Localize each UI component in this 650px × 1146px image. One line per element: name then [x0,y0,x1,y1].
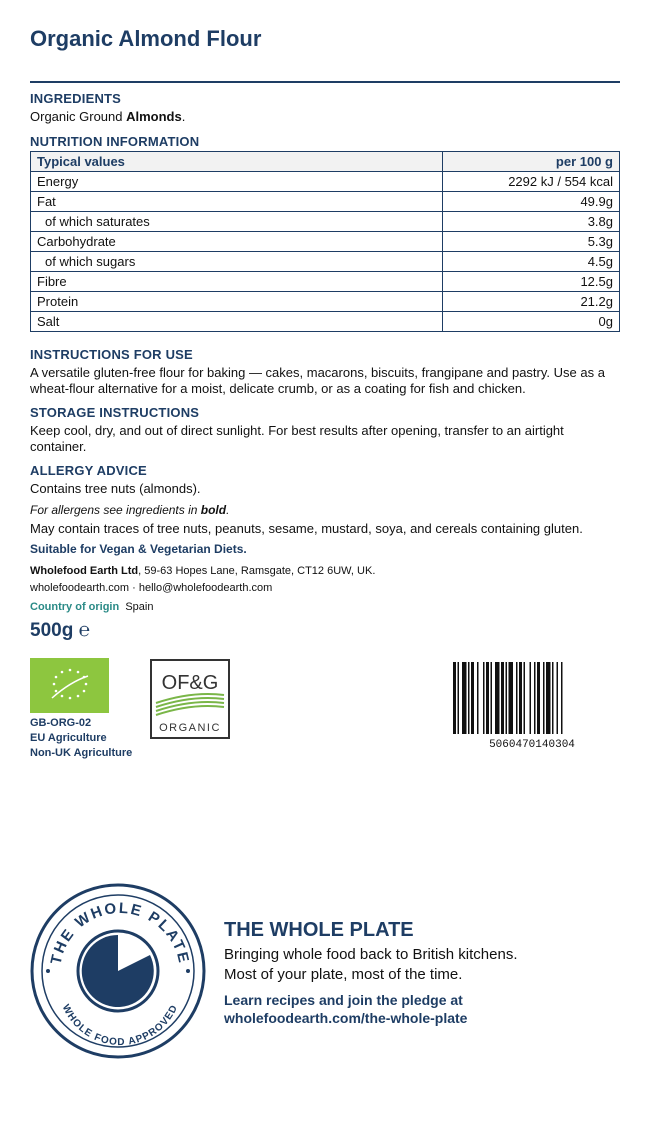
nutrient-label: Energy [31,172,443,192]
nutrient-label: Fat [31,192,443,212]
table-row [31,312,620,332]
barcode-bars [453,662,563,734]
nutrient-value: 5.3g [443,232,620,252]
may-contain-text: May contain traces of tree nuts, peanuts, sesame, mustard, soya, and cereals containing gluten. [30,521,583,536]
whole-plate-line-2: Most of your plate, most of the time. [224,966,463,983]
net-weight: 500g ℮ [30,620,90,641]
table-row [31,272,620,292]
ofg-organic-logo [150,659,230,739]
ofg-logo-top: OF&G [161,672,219,694]
organic-control-code: GB-ORG-02 [30,717,92,729]
table-row [31,292,620,312]
nutrient-value: 21.2g [443,292,620,312]
badge-top-text: THE WHOLE PLATE [47,899,193,967]
nutrition-header-row [31,152,620,172]
eu-organic-text [30,716,132,761]
whole-plate-title: THE WHOLE PLATE [224,919,414,941]
table-row [31,192,620,212]
nutrient-value: 12.5g [443,272,620,292]
plate-pie-icon [78,931,158,1011]
table-row [31,172,620,192]
whole-plate-link-line-2[interactable]: wholefoodearth.com/the-whole-plate [224,1010,468,1026]
barcode [450,660,620,760]
nutrition-heading: NUTRITION INFORMATION [30,134,200,149]
instructions-heading: INSTRUCTIONS FOR USE [30,347,193,362]
badge-bottom-text: WHOLE FOOD APPROVED [59,1002,181,1049]
nutrient-label: Protein [31,292,443,312]
storage-text: Keep cool, dry, and out of direct sunlight. For best results after opening, transfer to an airtight container. [30,423,564,454]
non-uk-agriculture-label: Non-UK Agriculture [30,747,133,759]
nutrient-label: Fibre [31,272,443,292]
company-contact: wholefoodearth.com · hello@wholefoodearth.com [30,582,273,594]
eu-agriculture-label: EU Agriculture [30,732,107,744]
instructions-text: A versatile gluten-free flour for baking — cakes, macarons, biscuits, frangipane and pastry. Use as a wheat-flour alternative for a moist, delicate crumb, or as a coating for fish and chicken. [30,365,605,396]
nutrient-value: 4.5g [443,252,620,272]
allergy-contains: Contains tree nuts (almonds). [30,481,201,496]
nutrient-value: 2292 kJ / 554 kcal [443,172,620,192]
whole-plate-link[interactable] [224,991,467,1027]
product-title: Organic Almond Flour [30,26,262,51]
header-per-100g: per 100 g [443,152,620,172]
nutrient-value: 49.9g [443,192,620,212]
barcode-number: 5060470140304 [489,739,575,751]
nutrient-label: Carbohydrate [31,232,443,252]
ingredients-text: Organic Ground Almonds. [30,109,186,124]
table-row [31,212,620,232]
nutrient-label: Salt [31,312,443,332]
table-row [31,252,620,272]
nutrient-label: of which sugars [31,252,443,272]
nutrient-value: 3.8g [443,212,620,232]
table-row [31,232,620,252]
ofg-logo-bottom: ORGANIC [159,722,221,734]
eu-organic-leaf-icon [30,658,109,713]
ingredients-heading: INGREDIENTS [30,91,122,106]
company-address: Wholefood Earth Ltd, 59-63 Hopes Lane, Ramsgate, CT12 6UW, UK. [30,565,376,577]
nutrient-label: of which saturates [31,212,443,232]
storage-heading: STORAGE INSTRUCTIONS [30,405,200,420]
header-typical-values: Typical values [31,152,443,172]
suitable-diets: Suitable for Vegan & Vegetarian Diets. [30,542,247,556]
nutrient-value: 0g [443,312,620,332]
title-divider [30,81,620,83]
whole-plate-line-1: Bringing whole food back to British kitchens. [224,946,518,963]
allergen-note: For allergens see ingredients in bold. [30,503,230,517]
allergy-heading: ALLERGY ADVICE [30,463,147,478]
whole-plate-badge [30,883,210,1063]
nutrition-table [30,151,620,332]
whole-plate-link-line-1: Learn recipes and join the pledge at [224,992,463,1008]
country-of-origin: Country of origin Spain [30,601,154,613]
